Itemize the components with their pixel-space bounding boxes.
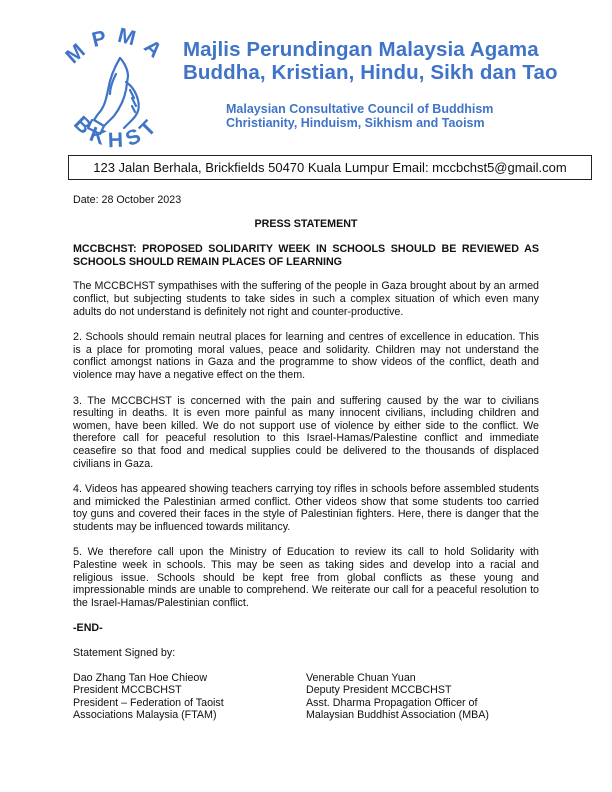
signatory-2: [306, 672, 539, 722]
statement-date: Date: 28 October 2023: [73, 194, 182, 206]
organization-logo: [58, 24, 176, 154]
title-line-2: Buddha, Kristian, Hindu, Sikh dan Tao: [183, 61, 558, 84]
signatories: [73, 672, 539, 722]
signatory-name: Venerable Chuan Yuan: [306, 671, 416, 684]
subtitle-line-1: Malaysian Consultative Council of Buddhism: [226, 102, 494, 116]
end-marker: -END-: [73, 622, 103, 635]
signatory-name: Dao Zhang Tan Hoe Chieow: [73, 671, 208, 684]
signatory-title: Deputy President MCCBCHST: [306, 684, 452, 697]
press-statement-body: [73, 194, 539, 722]
signatory-title: Malaysian Buddhist Association (MBA): [306, 709, 489, 722]
document-heading: PRESS STATEMENT: [254, 217, 358, 230]
paragraph-2: 2. Schools should remain neutral places for learning and centres of excellence in education. This is a place for promoting moral values, peace and solidarity. Children may not understand the conflict amongst nations in Gaza and the programme to show videos of the conflict, death and violence may have a negative effect on the them.: [73, 331, 539, 381]
logo-bottom-letters: BKHST: [69, 111, 165, 153]
organization-english-name: [226, 102, 493, 130]
address-bar: 123 Jalan Berhala, Brickfields 50470 Kuala Lumpur Email: mccbchst5@gmail.com: [68, 155, 592, 180]
paragraph-1: The MCCBCHST sympathises with the suffering of the people in Gaza brought about by an armed conflict, but subjecting students to take sides in such a complex situation of which even many adults do not understand is definitely not right and counter-productive.: [73, 280, 539, 318]
signed-by-label: Statement Signed by:: [73, 647, 176, 660]
organization-name: [183, 38, 558, 84]
title-line-1: Majlis Perundingan Malaysia Agama: [183, 38, 539, 61]
signatory-title: President – Federation of Taoist: [73, 696, 224, 709]
paragraph-5: 5. We therefore call upon the Ministry of Education to review its call to hold Solidarity with Palestine week in schools. This may be seen as taking sides and develop into a racial and religious issue. Schools should be kept free from global conflicts as these young and impressionable minds are unable to comprehend. We reiterate our call for a peaceful resolution to the Israel-Hamas/Palestinian conflict.: [73, 546, 539, 609]
statement-headline: MCCBCHST: PROPOSED SOLIDARITY WEEK IN SCHOOLS SHOULD BE REVIEWED AS SCHOOLS SHOULD REMAIN PLACES OF LEARNING: [73, 243, 539, 268]
signatory-1: [73, 672, 306, 722]
signatory-title: President MCCBCHST: [73, 684, 182, 697]
paragraph-4: 4. Videos has appeared showing teachers carrying toy rifles in schools before assembled students and mimicked the Palestinian armed conflict. Other videos show that some students too carried toy guns and covered their faces in the style of Palestinian fighters. Here, there is danger that the students may be influenced towards militancy.: [73, 483, 539, 533]
signatory-title: Associations Malaysia (FTAM): [73, 709, 217, 722]
logo-top-letters: MPMA: [61, 24, 173, 69]
subtitle-line-2: Christianity, Hinduism, Sikhism and Taoism: [226, 116, 485, 130]
signatory-title: Asst. Dharma Propagation Officer of: [306, 696, 478, 709]
paragraph-3: 3. The MCCBCHST is concerned with the pain and suffering caused by the war to civilians resulting in deaths. It is even more painful as many innocent civilians, including children and women, have been killed. We do not support use of violence by either side to the conflict. We therefore call for peaceful resolution to this Israel-Hamas/Palestine conflict and immediate ceasefire so that food and medical supplies could be delivered to the thousands of displaced civilians in Gaza.: [73, 394, 539, 470]
